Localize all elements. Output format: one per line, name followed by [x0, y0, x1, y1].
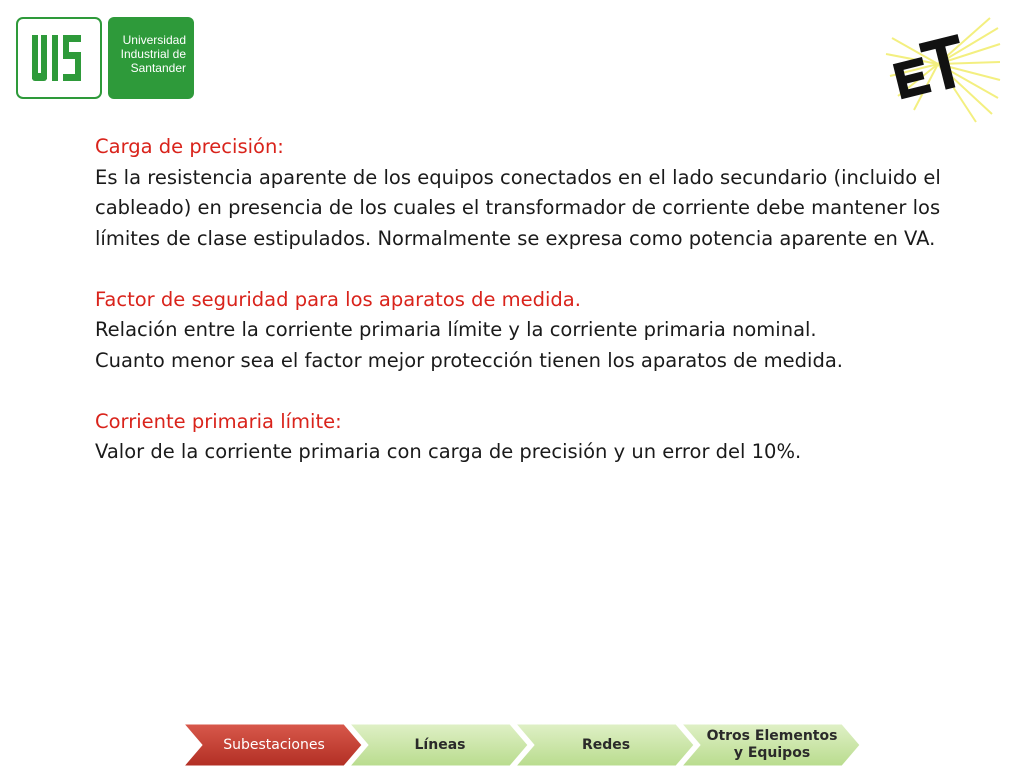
slide-content: [95, 132, 975, 468]
section-body-factor-1: Relación entre la corriente primaria límite y la corriente primaria nominal.: [95, 318, 817, 341]
et-logo-icon: [880, 14, 1002, 124]
nav-item-lineas[interactable]: Líneas: [414, 736, 466, 753]
section-body-carga: Es la resistencia aparente de los equipos conectados en el lado secundario (incluido el cableado) en presencia de los cuales el transformador de corriente debe mantener los límites de clase estipulados. Normalmente se expresa como potencia aparente en VA.: [95, 165, 941, 250]
bottom-navigation: [184, 722, 864, 768]
logo-line-1: Universidad: [122, 33, 186, 47]
uis-monogram-icon: [32, 31, 88, 89]
logo-line-2: Industrial de: [120, 47, 186, 61]
nav-item-subestaciones[interactable]: Subestaciones: [223, 736, 325, 753]
nav-item-otros-line-2: y Equipos: [733, 745, 811, 761]
uis-logo-mark: [16, 17, 102, 99]
nav-item-otros-line-1: Otros Elementos: [706, 728, 838, 744]
uis-logo: [16, 17, 196, 101]
paragraph-gap: [95, 254, 975, 285]
et-logo: [880, 14, 1002, 129]
nav-item-otros-elementos[interactable]: [696, 722, 848, 768]
section-heading-carga: Carga de precisión:: [95, 135, 284, 158]
section-body-factor-2: Cuanto menor sea el factor mejor protección tienen los aparatos de medida.: [95, 348, 843, 372]
section-heading-factor: Factor de seguridad para los aparatos de medida.: [95, 287, 581, 311]
uis-logo-name: [108, 17, 194, 99]
paragraph-gap: [95, 376, 975, 407]
section-body-corriente: Valor de la corriente primaria con carga de precisión y un error del 10%.: [95, 440, 802, 463]
section-heading-corriente: Corriente primaria límite:: [95, 409, 342, 433]
nav-item-redes[interactable]: Redes: [581, 736, 631, 753]
logo-line-3: Santander: [130, 61, 186, 75]
